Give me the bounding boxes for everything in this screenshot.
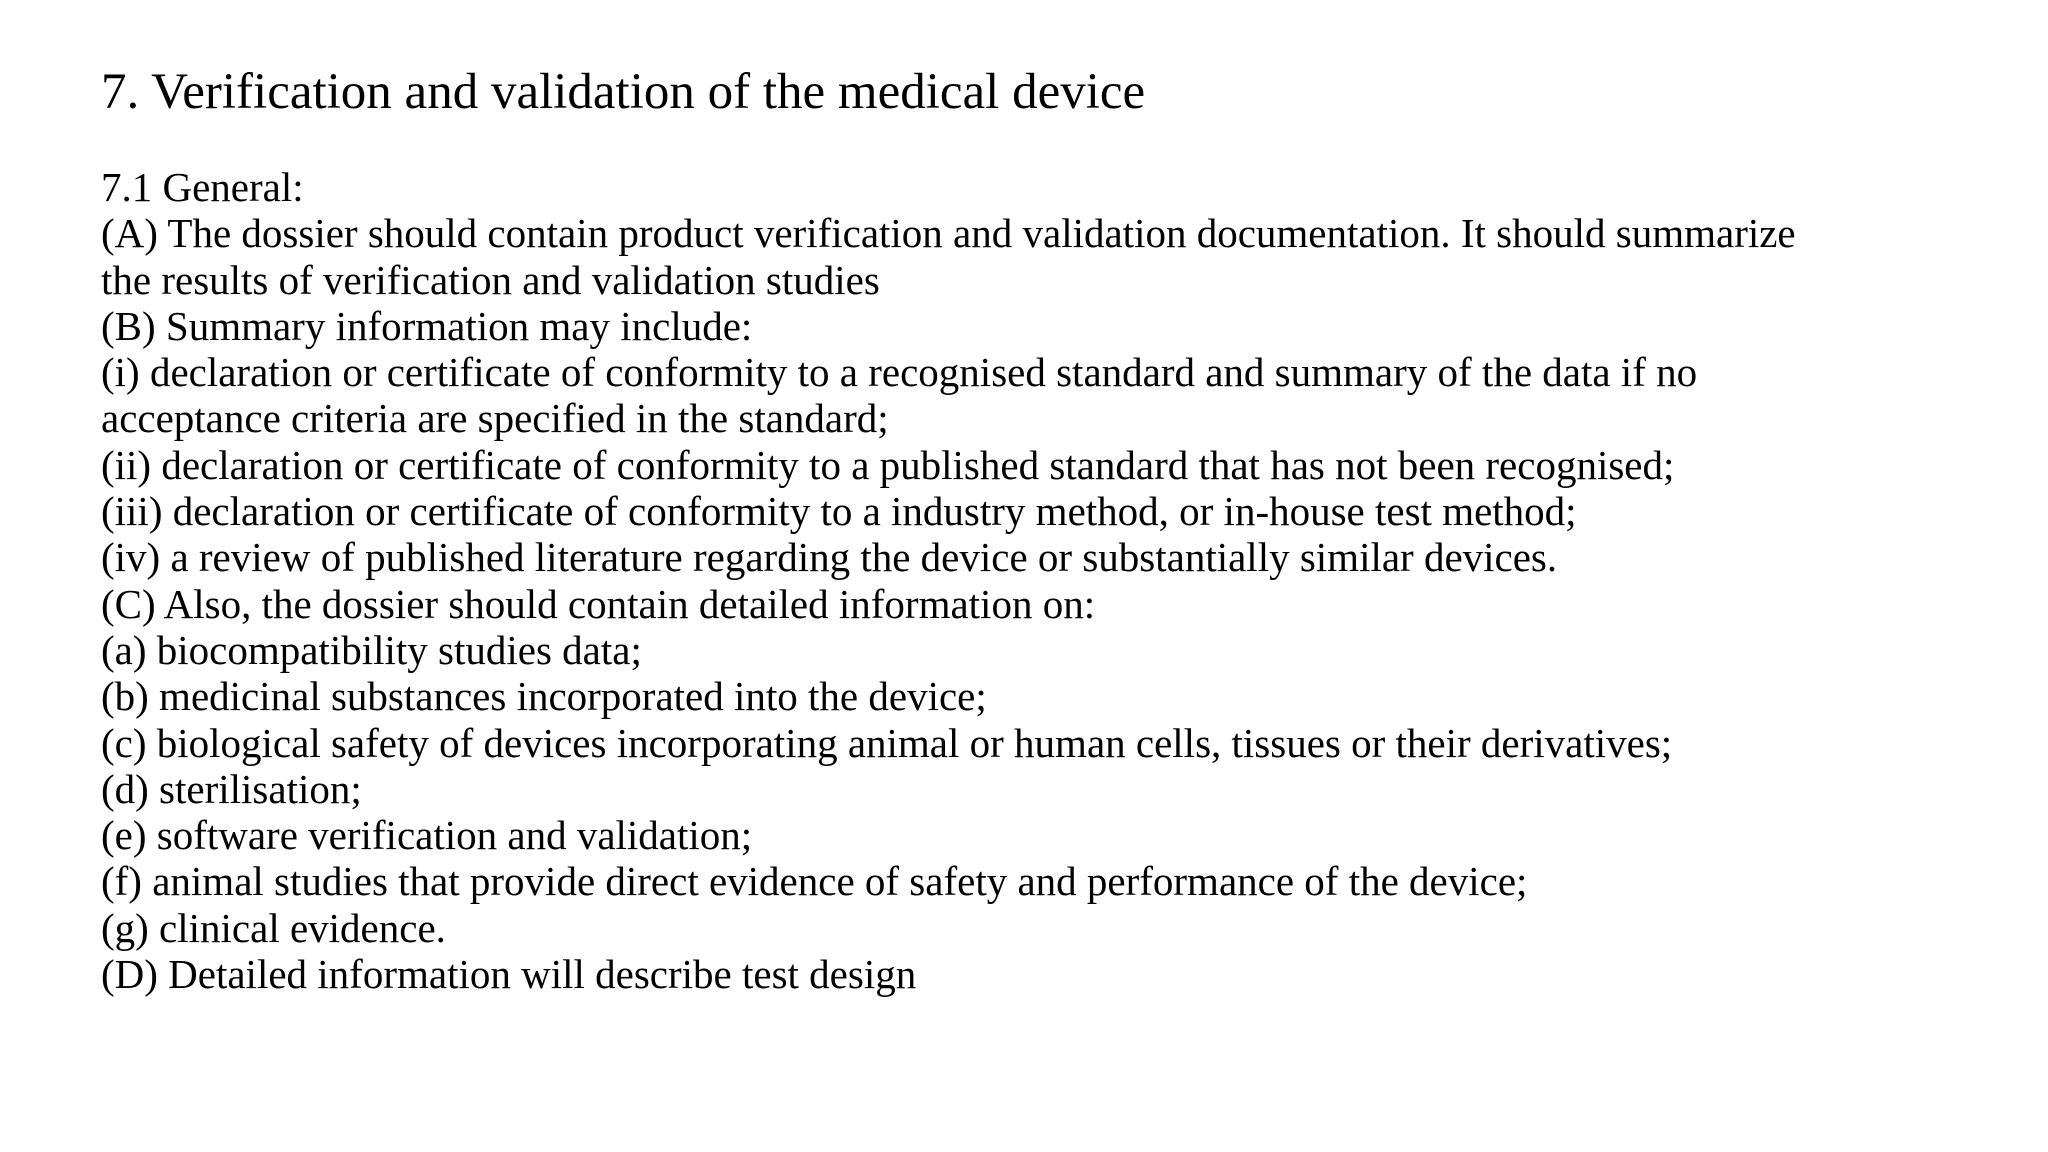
body-line: (g) clinical evidence. xyxy=(101,904,446,951)
body-line: the results of verification and validation studies xyxy=(101,256,880,303)
body-line: (d) sterilisation; xyxy=(101,765,362,812)
body-line: (f) animal studies that provide direct evidence of safety and performance of the device; xyxy=(101,858,1528,905)
body-line: (iii) declaration or certificate of conformity to a industry method, or in-house test method; xyxy=(101,488,1577,535)
body-line: (C) Also, the dossier should contain detailed information on: xyxy=(101,580,1096,627)
body-line: 7.1 General: xyxy=(101,164,304,210)
body-line: (e) software verification and validation; xyxy=(101,812,753,859)
body-line: (B) Summary information may include: xyxy=(101,302,753,349)
body-line: (D) Detailed information will describe test design xyxy=(101,951,917,998)
body-line: (A) The dossier should contain product verification and validation documentation. It should summarize xyxy=(101,210,1796,257)
body-line: (iv) a review of published literature regarding the device or substantially similar devices. xyxy=(101,534,1558,581)
slide-body xyxy=(101,164,1981,997)
body-line: acceptance criteria are specified in the standard; xyxy=(101,395,889,442)
body-line: (ii) declaration or certificate of conformity to a published standard that has not been recognised; xyxy=(101,441,1675,488)
slide-title: 7. Verification and validation of the medical device xyxy=(101,64,1146,120)
body-line: (i) declaration or certificate of conformity to a recognised standard and summary of the data if no xyxy=(101,349,1698,396)
body-line: (b) medicinal substances incorporated into the device; xyxy=(101,673,987,720)
body-line: (c) biological safety of devices incorporating animal or human cells, tissues or their derivatives; xyxy=(101,719,1673,766)
body-line: (a) biocompatibility studies data; xyxy=(101,626,642,673)
